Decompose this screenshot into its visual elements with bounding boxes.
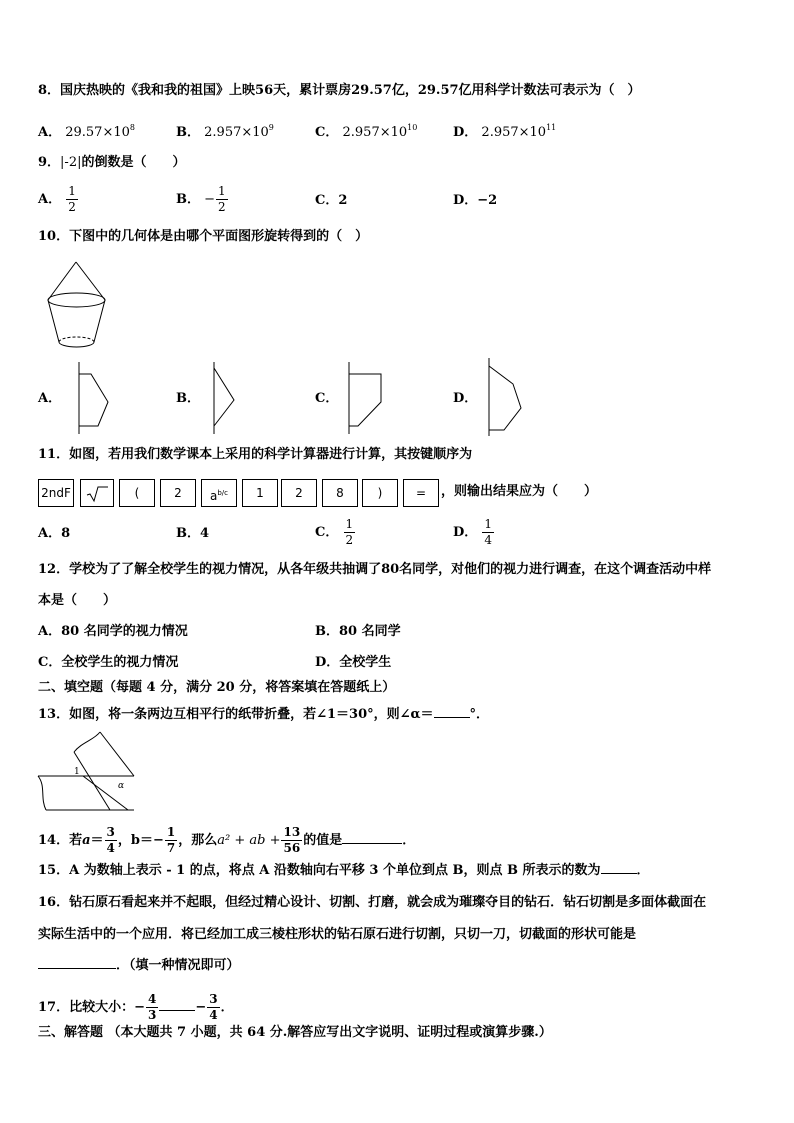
q8-option-d: D． $2.957\times 10^{11}$ [453,123,557,140]
q11-option-a: A．8 [38,526,71,541]
key-8: 8 [322,479,358,507]
section-3-heading: 三、解答题 （本大题共 7 小题，共 64 分.解答应写出文字说明、证明过程或演算步骤.） [38,1025,552,1040]
q10-option-c-label: C． [315,391,339,406]
q11-stem: 11．如图，若用我们数学课本上采用的科学计算器进行计算，其按键顺序为 [38,447,473,462]
q10-option-d-shape [486,358,526,436]
section-2-heading: 二、填空题（每题 4 分，满分 20 分，将答案填在答题纸上） [38,680,396,695]
q10-option-d-label: D． [453,391,478,406]
q8-option-c: C． $2.957\times 10^{10}$ [315,123,418,140]
q10-option-b-shape [211,362,241,434]
key-2: 2 [160,479,196,507]
q16-line1: 16．钻石原石看起来并不起眼，但经过精心设计、切割、打磨，就会成为璀璨夺目的钻石．钻石切割是多面体截面在 [38,895,707,910]
q10-stem: 10．下图中的几何体是由哪个平面图形旋转得到的（ ） [38,229,369,244]
q16-line2: 实际生活中的一个应用．将已经加工成三棱柱形状的钻石原石进行切割，只切一刀，切截面的形状可能是 [38,927,637,942]
key-2b: 2 [281,479,317,507]
q10-option-b-label: B． [176,391,200,406]
key-open-paren: ( [119,479,155,507]
q17-stem: 17．比较大小：− $\frac{4}{3}$ − $\frac{3}{4}$ ． [38,992,234,1022]
q9-option-b: B． − $\frac{1}{2}$ [176,184,226,214]
q12-option-d: D．全校学生 [315,655,392,670]
q12-stem-line1: 12．学校为了了解全校学生的视力情况，从各年级共抽调了80名同学，对他们的视力进行调查，在这个调查活动中样 [38,562,712,577]
q8-stem: 8．国庆热映的《我和我的祖国》上映56天，累计票房29.57亿，29.57亿用科学计数法可表示为（ ） [38,83,641,98]
key-sqrt [80,479,114,507]
key-fraction: $a^{b/c}$ [201,479,237,507]
q9-option-a: A． $\frac{1}{2}$ [38,184,76,214]
q8-option-a: A． $29.57\times 10^8$ [38,123,135,140]
folded-paper-strip-figure [38,728,138,814]
sqrt-icon [85,485,109,503]
q12-option-c: C．全校学生的视力情况 [38,655,179,670]
q14-stem: 14．若a＝ $\frac{3}{4}$ ，b＝− $\frac{1}{7}$ ，那么a² + ab + $\frac{13}{56}$ 的值是 ． [38,825,416,855]
q11-option-b: B．4 [176,526,210,541]
q9-stem: 9．|-2|的倒数是（ ） [38,155,186,170]
key-1: 1 [242,479,278,507]
q13-stem: 13．如图，将一条两边互相平行的纸带折叠，若∠1＝30°，则∠α＝ °． [38,707,490,722]
q15-stem: 15．A 为数轴上表示 - 1 的点，将点 A 沿数轴向右平移 3 个单位到点 B，则点 B 所表示的数为 ． [38,863,650,878]
angle-alpha-label: α [118,781,125,791]
q16-line3: ．（填一种情况即可） [38,957,240,975]
key-close-paren: ) [362,479,398,507]
key-2ndf: 2ndF [38,479,74,507]
q8-option-b: B． $2.957\times 10^9$ [176,123,274,140]
q12-option-b: B．80 名同学 [315,624,401,639]
q12-stem-line2: 本是（ ） [38,593,117,608]
q11-option-d: D． $\frac{1}{4}$ [453,517,493,547]
key-equals: = [403,479,439,507]
q10-option-c-shape [346,362,386,434]
q11-option-c: C． $\frac{1}{2}$ [315,517,354,547]
q11-suffix: ，则输出结果应为（ ） [441,484,598,499]
q10-option-a-shape [76,362,116,434]
q10-option-a-label: A． [38,391,62,406]
q12-option-a: A．80 名同学的视力情况 [38,624,188,639]
q9-option-d: D．−2 [453,193,498,208]
cone-frustum-solid-figure [46,260,108,350]
q9-option-c: C．2 [315,193,348,208]
angle-1-label: 1 [74,767,80,777]
